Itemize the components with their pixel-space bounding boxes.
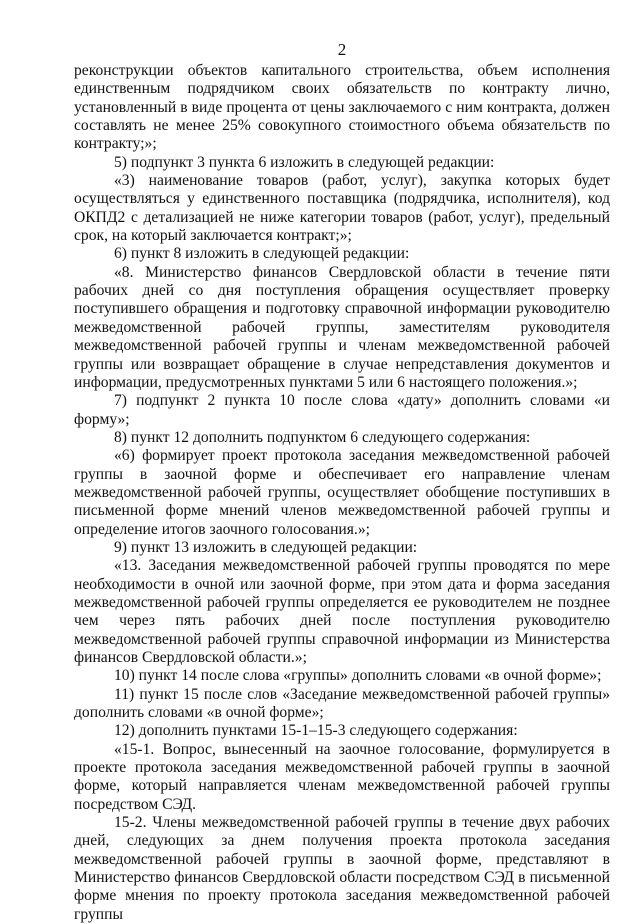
paragraph: «15-1. Вопрос, вынесенный на заочное голосование, формулируется в проекте протокола заседания межведомственной рабочей группы в заочной форме, который направляется членам межведомственной рабочей группы посредством СЭД. — [74, 740, 610, 813]
paragraph: 15-2. Члены межведомственной рабочей группы в течение двух рабочих дней, следующих за днем получения проекта протокола заседания межведомственной рабочей группы в заочной форме, представляют в Министерство финансов Свердловской области посредством СЭД в письменной форме мнения по проекту протокола заседания межведомственной рабочей группы — [74, 814, 610, 923]
page-number: 2 — [337, 40, 347, 59]
paragraph: 10) пункт 14 после слова «группы» дополнить словами «в очной форме»; — [114, 667, 602, 685]
paragraph: 7) подпункт 2 пункта 10 после слова «дату» дополнить словами «и форму»; — [74, 392, 610, 428]
paragraph: «3) наименование товаров (работ, услуг), закупка которых будет осуществляться у единственного поставщика (подрядчика, исполнителя), код ОКПД2 с детализацией не ниже категории товаров (работ, услуг), предельный срок, на который заключается контракт;»; — [74, 172, 610, 245]
paragraph: реконструкции объектов капитального строительства, объем исполнения единственным подрядчиком своих обязательств по контракту лично, установленный в виде процента от цены заключаемого с ним контракта, должен составлять не менее 25% совокупного стоимостного объема обязательств по контракту;»; — [74, 62, 610, 153]
paragraph: 9) пункт 13 изложить в следующей редакции: — [114, 538, 418, 556]
paragraph: 5) подпункт 3 пункта 6 изложить в следующей редакции: — [114, 153, 495, 171]
paragraph: 8) пункт 12 дополнить подпунктом 6 следующего содержания: — [114, 428, 531, 446]
paragraph: 6) пункт 8 изложить в следующей редакции: — [114, 245, 410, 263]
paragraph: 11) пункт 15 после слов «Заседание межведомственной рабочей группы» дополнить словами «в очной форме»; — [74, 685, 610, 722]
paragraph: «8. Министерство финансов Свердловской области в течение пяти рабочих дней со дня поступления обращения осуществляет проверку поступившего обращения и подготовку справочной информации руководителю межведомственной рабочей группы, заместителям руководителя межведомственной рабочей группы и членам межведомственной рабочей группы или возвращает обращение в случае непредставления документов и информации, предусмотренных пунктами 5 или 6 настоящего положения.»; — [74, 263, 610, 391]
document-body — [74, 62, 610, 924]
paragraph: «6) формирует проект протокола заседания межведомственной рабочей группы в заочной форме и обеспечивает его направление членам межведомственной рабочей группы, осуществляет обобщение поступивших в письменной форме мнений членов межведомственной рабочей группы и определение итогов заочного голосования.»; — [74, 447, 610, 538]
paragraph: 12) дополнить пунктами 15-1–15-3 следующего содержания: — [114, 722, 518, 740]
paragraph: «13. Заседания межведомственной рабочей группы проводятся по мере необходимости в очной или заочной форме, при этом дата и форма заседания межведомственной рабочей группы определяется ее руководителем не позднее чем через пять рабочих дней после поступления руководителю межведомственной рабочей группы справочной информации из Министерства финансов Свердловской области.»; — [74, 557, 610, 666]
